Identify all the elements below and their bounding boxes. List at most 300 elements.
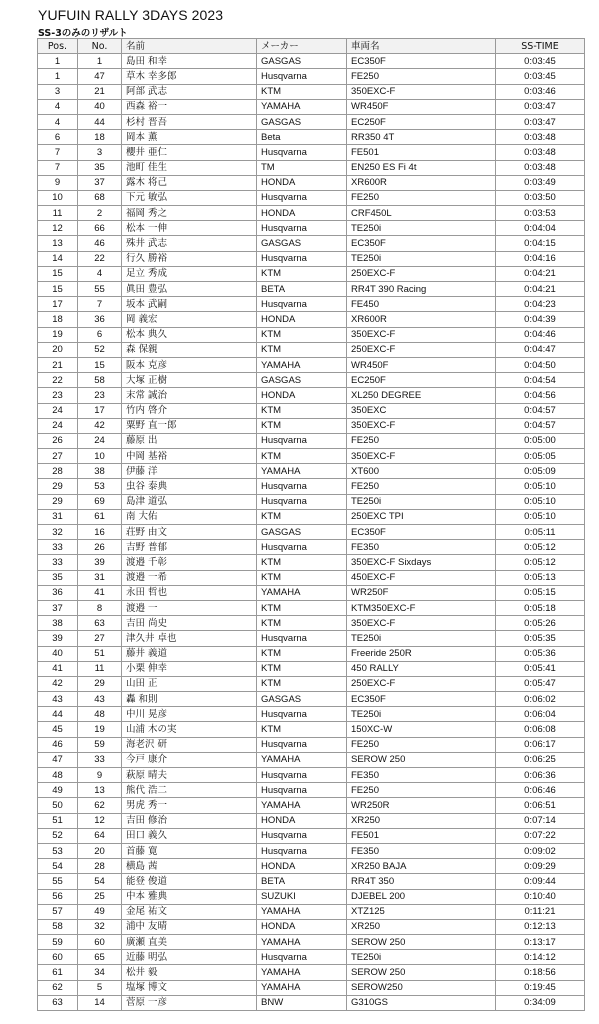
cell-maker: Husqvarna (257, 783, 347, 798)
table-row (38, 935, 585, 950)
cell-pos: 33 (38, 540, 78, 555)
cell-no: 51 (78, 646, 122, 661)
cell-maker: KTM (257, 418, 347, 433)
cell-name: 吉野 普郁 (122, 540, 257, 555)
table-row (38, 190, 585, 205)
cell-name: 吉田 修治 (122, 813, 257, 828)
cell-ss-time: 0:04:21 (496, 266, 585, 281)
cell-pos: 32 (38, 525, 78, 540)
cell-model: 350EXC-F (347, 84, 496, 99)
cell-maker: YAMAHA (257, 935, 347, 950)
table-row (38, 874, 585, 889)
cell-name: 渡邉 一希 (122, 570, 257, 585)
cell-name: 末常 誠治 (122, 388, 257, 403)
cell-name: 廣瀬 直美 (122, 935, 257, 950)
cell-name: 池町 佳生 (122, 160, 257, 175)
cell-maker: Husqvarna (257, 190, 347, 205)
cell-ss-time: 0:05:15 (496, 585, 585, 600)
table-row (38, 114, 585, 129)
table-row (38, 327, 585, 342)
cell-name: 山田 正 (122, 676, 257, 691)
table-row (38, 433, 585, 448)
cell-ss-time: 0:04:54 (496, 373, 585, 388)
cell-pos: 28 (38, 464, 78, 479)
cell-model: DJEBEL 200 (347, 889, 496, 904)
cell-name: 露木 将己 (122, 175, 257, 190)
cell-name: 男虎 秀一 (122, 798, 257, 813)
cell-name: 大塚 正樹 (122, 373, 257, 388)
cell-maker: Husqvarna (257, 707, 347, 722)
cell-ss-time: 0:05:26 (496, 616, 585, 631)
cell-ss-time: 0:03:47 (496, 114, 585, 129)
table-row (38, 661, 585, 676)
cell-model: FE250 (347, 479, 496, 494)
cell-maker: Beta (257, 130, 347, 145)
cell-model: RR4T 350 (347, 874, 496, 889)
cell-name: 福岡 秀之 (122, 206, 257, 221)
cell-maker: Husqvarna (257, 737, 347, 752)
cell-pos: 43 (38, 692, 78, 707)
column-header-name: 名前 (122, 39, 257, 54)
cell-model: TE250i (347, 221, 496, 236)
cell-pos: 39 (38, 631, 78, 646)
table-row (38, 722, 585, 737)
cell-no: 17 (78, 403, 122, 418)
cell-no: 9 (78, 768, 122, 783)
cell-model: 150XC-W (347, 722, 496, 737)
cell-no: 69 (78, 494, 122, 509)
cell-no: 26 (78, 540, 122, 555)
cell-pos: 63 (38, 995, 78, 1010)
cell-ss-time: 0:05:18 (496, 600, 585, 615)
cell-ss-time: 0:13:17 (496, 935, 585, 950)
cell-pos: 37 (38, 600, 78, 615)
cell-model: RR350 4T (347, 130, 496, 145)
cell-no: 60 (78, 935, 122, 950)
cell-model: 250EXC-F (347, 266, 496, 281)
cell-pos: 12 (38, 221, 78, 236)
cell-name: 浦中 友晴 (122, 919, 257, 934)
cell-pos: 19 (38, 327, 78, 342)
cell-pos: 20 (38, 342, 78, 357)
table-row (38, 980, 585, 995)
cell-name: 阿部 武志 (122, 84, 257, 99)
table-row (38, 449, 585, 464)
table-row (38, 585, 585, 600)
cell-model: 350EXC-F (347, 418, 496, 433)
cell-maker: KTM (257, 600, 347, 615)
table-row (38, 616, 585, 631)
cell-no: 42 (78, 418, 122, 433)
cell-pos: 7 (38, 160, 78, 175)
cell-ss-time: 0:04:21 (496, 282, 585, 297)
cell-model: SEROW 250 (347, 752, 496, 767)
cell-maker: KTM (257, 661, 347, 676)
cell-name: 眞田 豊弘 (122, 282, 257, 297)
cell-maker: KTM (257, 616, 347, 631)
cell-no: 54 (78, 874, 122, 889)
cell-maker: TM (257, 160, 347, 175)
table-row (38, 783, 585, 798)
cell-no: 58 (78, 373, 122, 388)
cell-maker: Husqvarna (257, 297, 347, 312)
cell-model: SEROW 250 (347, 965, 496, 980)
cell-no: 44 (78, 114, 122, 129)
cell-model: 350EXC-F (347, 449, 496, 464)
cell-model: SEROW250 (347, 980, 496, 995)
cell-no: 32 (78, 919, 122, 934)
cell-ss-time: 0:05:05 (496, 449, 585, 464)
table-row (38, 707, 585, 722)
cell-name: 近藤 明弘 (122, 950, 257, 965)
cell-name: 阪本 克彦 (122, 357, 257, 372)
cell-model: XT600 (347, 464, 496, 479)
cell-pos: 62 (38, 980, 78, 995)
cell-ss-time: 0:05:12 (496, 555, 585, 570)
cell-ss-time: 0:10:40 (496, 889, 585, 904)
cell-name: 松井 毅 (122, 965, 257, 980)
table-row (38, 965, 585, 980)
cell-ss-time: 0:06:46 (496, 783, 585, 798)
cell-pos: 4 (38, 114, 78, 129)
cell-ss-time: 0:06:08 (496, 722, 585, 737)
cell-name: 島田 和幸 (122, 54, 257, 69)
cell-no: 37 (78, 175, 122, 190)
table-row (38, 479, 585, 494)
cell-pos: 56 (38, 889, 78, 904)
cell-maker: YAMAHA (257, 965, 347, 980)
cell-pos: 60 (38, 950, 78, 965)
cell-pos: 55 (38, 874, 78, 889)
cell-model: FE250 (347, 737, 496, 752)
cell-model: EC350F (347, 54, 496, 69)
cell-maker: Husqvarna (257, 950, 347, 965)
table-row (38, 540, 585, 555)
column-header-ss-time: SS-TIME (496, 39, 585, 54)
cell-model: XTZ125 (347, 904, 496, 919)
cell-pos: 45 (38, 722, 78, 737)
cell-maker: Husqvarna (257, 828, 347, 843)
cell-ss-time: 0:11:21 (496, 904, 585, 919)
cell-name: 渡邉 一 (122, 600, 257, 615)
table-row (38, 221, 585, 236)
table-row (38, 737, 585, 752)
cell-name: 荘野 由文 (122, 525, 257, 540)
cell-model: FE350 (347, 843, 496, 858)
cell-name: 萩原 晴夫 (122, 768, 257, 783)
cell-ss-time: 0:04:47 (496, 342, 585, 357)
cell-maker: Husqvarna (257, 540, 347, 555)
cell-name: 津久井 卓也 (122, 631, 257, 646)
cell-maker: HONDA (257, 388, 347, 403)
cell-name: 島津 道弘 (122, 494, 257, 509)
cell-ss-time: 0:05:09 (496, 464, 585, 479)
cell-no: 38 (78, 464, 122, 479)
table-row (38, 798, 585, 813)
table-row (38, 919, 585, 934)
cell-model: EN250 ES Fi 4t (347, 160, 496, 175)
cell-name: 西森 裕一 (122, 99, 257, 114)
cell-name: 金尾 祐文 (122, 904, 257, 919)
cell-ss-time: 0:06:02 (496, 692, 585, 707)
cell-name: 松本 典久 (122, 327, 257, 342)
cell-ss-time: 0:04:57 (496, 418, 585, 433)
cell-no: 63 (78, 616, 122, 631)
cell-no: 12 (78, 813, 122, 828)
cell-model: 450EXC-F (347, 570, 496, 585)
cell-pos: 44 (38, 707, 78, 722)
cell-ss-time: 0:09:29 (496, 859, 585, 874)
table-row (38, 160, 585, 175)
cell-ss-time: 0:03:48 (496, 145, 585, 160)
cell-no: 62 (78, 798, 122, 813)
cell-no: 4 (78, 266, 122, 281)
table-row (38, 950, 585, 965)
cell-pos: 47 (38, 752, 78, 767)
table-row (38, 266, 585, 281)
cell-pos: 21 (38, 357, 78, 372)
cell-name: 中岡 基裕 (122, 449, 257, 464)
cell-name: 竹内 啓介 (122, 403, 257, 418)
cell-no: 46 (78, 236, 122, 251)
cell-name: 伊藤 洋 (122, 464, 257, 479)
cell-ss-time: 0:05:00 (496, 433, 585, 448)
cell-ss-time: 0:19:45 (496, 980, 585, 995)
table-row (38, 859, 585, 874)
cell-ss-time: 0:05:36 (496, 646, 585, 661)
cell-maker: HONDA (257, 175, 347, 190)
cell-ss-time: 0:04:39 (496, 312, 585, 327)
cell-ss-time: 0:06:51 (496, 798, 585, 813)
cell-pos: 58 (38, 919, 78, 934)
cell-no: 19 (78, 722, 122, 737)
cell-pos: 7 (38, 145, 78, 160)
cell-name: 行久 勝裕 (122, 251, 257, 266)
cell-model: KTM350EXC-F (347, 600, 496, 615)
cell-ss-time: 0:05:10 (496, 479, 585, 494)
cell-no: 27 (78, 631, 122, 646)
cell-no: 21 (78, 84, 122, 99)
table-row (38, 99, 585, 114)
cell-ss-time: 0:03:50 (496, 190, 585, 205)
cell-no: 11 (78, 661, 122, 676)
cell-ss-time: 0:12:13 (496, 919, 585, 934)
table-row (38, 828, 585, 843)
cell-maker: SUZUKI (257, 889, 347, 904)
cell-ss-time: 0:05:47 (496, 676, 585, 691)
table-row (38, 752, 585, 767)
cell-no: 52 (78, 342, 122, 357)
cell-maker: KTM (257, 342, 347, 357)
cell-pos: 42 (38, 676, 78, 691)
table-row (38, 464, 585, 479)
cell-name: 足立 秀成 (122, 266, 257, 281)
table-row (38, 646, 585, 661)
cell-no: 61 (78, 509, 122, 524)
cell-model: TE250i (347, 631, 496, 646)
cell-ss-time: 0:06:25 (496, 752, 585, 767)
cell-name: 藤原 出 (122, 433, 257, 448)
cell-pos: 49 (38, 783, 78, 798)
table-row (38, 312, 585, 327)
cell-pos: 61 (38, 965, 78, 980)
cell-maker: Husqvarna (257, 221, 347, 236)
cell-no: 29 (78, 676, 122, 691)
cell-ss-time: 0:05:12 (496, 540, 585, 555)
cell-no: 31 (78, 570, 122, 585)
table-row (38, 889, 585, 904)
table-row (38, 251, 585, 266)
cell-no: 22 (78, 251, 122, 266)
cell-name: 草木 幸多郎 (122, 69, 257, 84)
cell-pos: 1 (38, 54, 78, 69)
cell-model: 250EXC-F (347, 676, 496, 691)
cell-pos: 26 (38, 433, 78, 448)
cell-maker: YAMAHA (257, 980, 347, 995)
cell-name: 下元 敏弘 (122, 190, 257, 205)
cell-model: TE250i (347, 707, 496, 722)
cell-pos: 23 (38, 388, 78, 403)
cell-name: 南 大佑 (122, 509, 257, 524)
cell-pos: 35 (38, 570, 78, 585)
cell-no: 7 (78, 297, 122, 312)
table-row (38, 282, 585, 297)
cell-name: 海老沢 研 (122, 737, 257, 752)
table-row (38, 297, 585, 312)
cell-pos: 48 (38, 768, 78, 783)
cell-ss-time: 0:04:50 (496, 357, 585, 372)
cell-maker: KTM (257, 555, 347, 570)
column-header-model: 車両名 (347, 39, 496, 54)
cell-pos: 52 (38, 828, 78, 843)
cell-pos: 11 (38, 206, 78, 221)
cell-ss-time: 0:03:48 (496, 160, 585, 175)
cell-no: 43 (78, 692, 122, 707)
cell-ss-time: 0:06:04 (496, 707, 585, 722)
cell-maker: YAMAHA (257, 585, 347, 600)
cell-no: 53 (78, 479, 122, 494)
cell-name: 首藤 寛 (122, 843, 257, 858)
cell-name: 岡本 薫 (122, 130, 257, 145)
cell-name: 殊井 武志 (122, 236, 257, 251)
table-row (38, 69, 585, 84)
table-row (38, 418, 585, 433)
cell-maker: BETA (257, 282, 347, 297)
cell-name: 轟 和則 (122, 692, 257, 707)
cell-maker: HONDA (257, 859, 347, 874)
cell-maker: KTM (257, 84, 347, 99)
cell-name: 山浦 木の実 (122, 722, 257, 737)
cell-name: 小栗 伸幸 (122, 661, 257, 676)
cell-maker: Husqvarna (257, 631, 347, 646)
cell-pos: 15 (38, 282, 78, 297)
cell-model: FE501 (347, 145, 496, 160)
table-row (38, 84, 585, 99)
cell-model: FE350 (347, 768, 496, 783)
cell-no: 34 (78, 965, 122, 980)
cell-pos: 15 (38, 266, 78, 281)
column-header-maker: メーカー (257, 39, 347, 54)
cell-pos: 57 (38, 904, 78, 919)
cell-ss-time: 0:05:11 (496, 525, 585, 540)
table-row (38, 768, 585, 783)
cell-ss-time: 0:05:35 (496, 631, 585, 646)
cell-no: 5 (78, 980, 122, 995)
table-row (38, 357, 585, 372)
cell-pos: 40 (38, 646, 78, 661)
cell-name: 岡 義宏 (122, 312, 257, 327)
column-header-no: No. (78, 39, 122, 54)
cell-maker: BNW (257, 995, 347, 1010)
cell-no: 24 (78, 433, 122, 448)
table-row (38, 342, 585, 357)
cell-maker: YAMAHA (257, 357, 347, 372)
cell-model: 350EXC-F (347, 327, 496, 342)
column-header-pos: Pos. (38, 39, 78, 54)
cell-ss-time: 0:05:41 (496, 661, 585, 676)
cell-pos: 50 (38, 798, 78, 813)
cell-ss-time: 0:06:36 (496, 768, 585, 783)
cell-ss-time: 0:09:02 (496, 843, 585, 858)
cell-model: WR250R (347, 798, 496, 813)
cell-model: FE250 (347, 783, 496, 798)
cell-maker: YAMAHA (257, 752, 347, 767)
cell-pos: 24 (38, 403, 78, 418)
cell-model: WR250F (347, 585, 496, 600)
cell-pos: 51 (38, 813, 78, 828)
cell-maker: KTM (257, 722, 347, 737)
table-row (38, 403, 585, 418)
cell-maker: Husqvarna (257, 494, 347, 509)
cell-model: 350EXC-F Sixdays (347, 555, 496, 570)
table-row (38, 600, 585, 615)
cell-maker: Husqvarna (257, 768, 347, 783)
cell-maker: Husqvarna (257, 479, 347, 494)
cell-no: 65 (78, 950, 122, 965)
cell-model: 250EXC-F (347, 342, 496, 357)
cell-ss-time: 0:05:10 (496, 509, 585, 524)
cell-name: 熊代 浩二 (122, 783, 257, 798)
cell-model: CRF450L (347, 206, 496, 221)
cell-no: 13 (78, 783, 122, 798)
cell-model: FE250 (347, 433, 496, 448)
cell-maker: KTM (257, 403, 347, 418)
cell-pos: 27 (38, 449, 78, 464)
cell-name: 虫谷 泰典 (122, 479, 257, 494)
cell-no: 40 (78, 99, 122, 114)
table-row (38, 570, 585, 585)
cell-model: FE350 (347, 540, 496, 555)
cell-pos: 54 (38, 859, 78, 874)
cell-name: 塩塚 博文 (122, 980, 257, 995)
cell-no: 33 (78, 752, 122, 767)
cell-no: 35 (78, 160, 122, 175)
cell-name: 坂本 武嗣 (122, 297, 257, 312)
cell-ss-time: 0:18:56 (496, 965, 585, 980)
cell-maker: BETA (257, 874, 347, 889)
cell-name: 粟野 直一郎 (122, 418, 257, 433)
cell-ss-time: 0:04:57 (496, 403, 585, 418)
cell-model: XR250 (347, 919, 496, 934)
cell-pos: 9 (38, 175, 78, 190)
cell-maker: KTM (257, 266, 347, 281)
table-row (38, 175, 585, 190)
cell-maker: YAMAHA (257, 904, 347, 919)
cell-maker: YAMAHA (257, 99, 347, 114)
cell-model: TE250i (347, 494, 496, 509)
cell-pos: 31 (38, 509, 78, 524)
cell-maker: YAMAHA (257, 798, 347, 813)
